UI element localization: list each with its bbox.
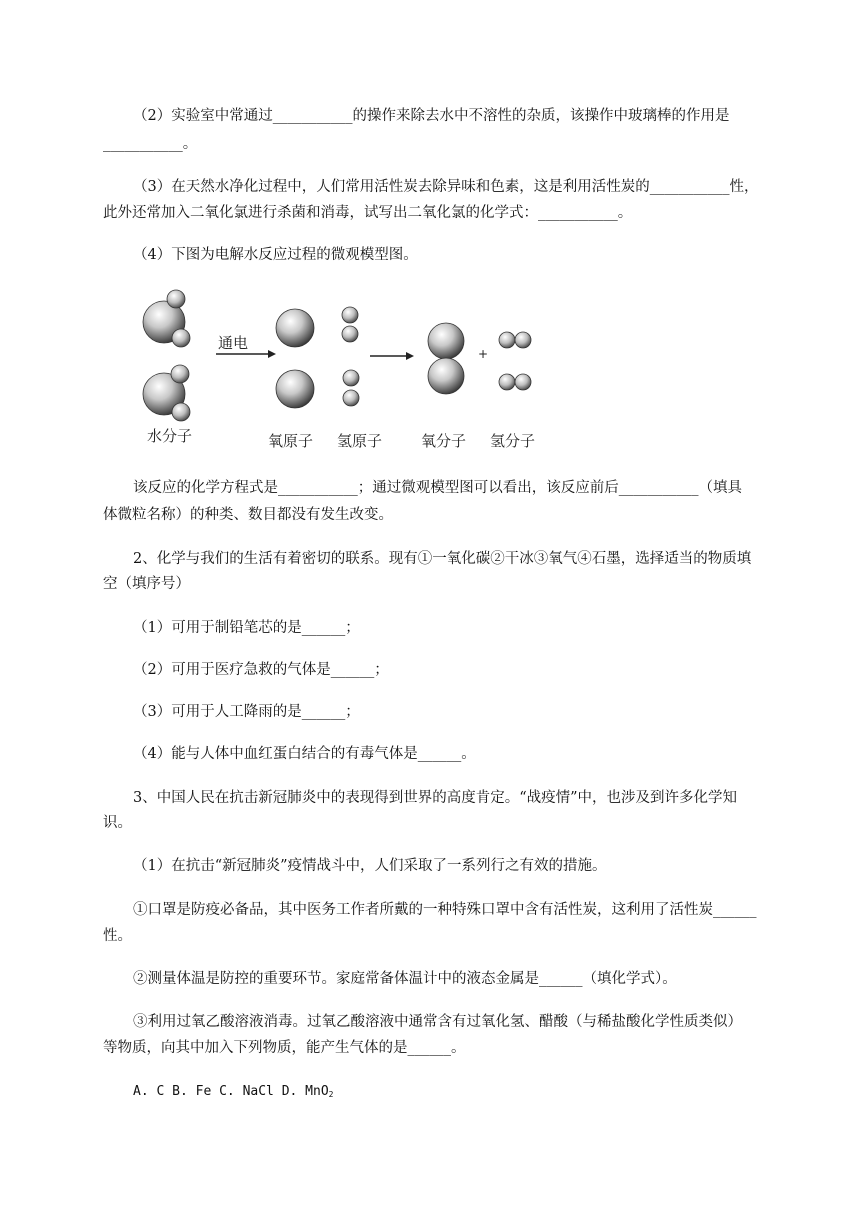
q3-options [133,1082,334,1105]
q2-item-3: （3）可用于人工降雨的是______； [133,704,360,720]
q3-choice3-line1: ③利用过氧乙酸溶液消毒。过氧乙酸溶液中通常含有过氧化氢、醋酸（与稀盐酸化学性质类似） [133,1014,742,1030]
plus-sign: + [478,347,489,361]
q3-stem-line2: 识。 [103,815,132,831]
q2-item-4: （4）能与人体中血红蛋白结合的有毒气体是______。 [133,746,476,762]
label-oxygen-atom: 氧原子 [268,432,314,450]
q2-item-1: （1）可用于制铅笔芯的是______； [133,620,360,636]
q3-choice1-line1: ①口罩是防疫必备品，其中医务工作者所戴的一种特殊口罩中含有活性炭，这利用了活性炭______ [133,902,757,918]
q3-choice1-line2: 性。 [103,928,132,944]
label-hydrogen-molecule: 氢分子 [490,432,536,450]
reaction-arrow-2 [370,352,414,360]
oxygen-atoms [276,309,314,408]
label-water-molecule: 水分子 [147,427,193,445]
label-hydrogen-atom: 氢原子 [337,432,383,450]
q3-choice2: ②测量体温是防控的重要环节。家庭常备体温计中的液态金属是______（填化学式）。 [133,971,677,987]
q2-item-2: （2）可用于医疗急救的气体是______； [133,662,389,678]
q1-part3-line1: （3）在天然水净化过程中，人们常用活性炭去除异味和色素，这是利用活性炭的___________性， [133,179,759,195]
q3-part1: （1）在抗击“新冠肺炎”疫情战斗中，人们采取了一系列行之有效的措施。 [133,858,607,874]
q1-part2-line2: ___________。 [103,136,198,152]
arrow-label: 通电 [218,334,249,352]
water-molecule-2 [143,365,190,421]
q1-after-line1: 该反应的化学方程式是___________；通过微观模型图可以看出，该反应前后___________（填具 [133,480,742,496]
oxygen-molecule [428,323,464,394]
q3-options-text: A. C B. Fe C. NaCl D. MnO [133,1084,329,1099]
q3-options-subscript: 2 [328,1090,334,1099]
hydrogen-molecules [499,332,531,390]
q1-part3-line2: 此外还常加入二氧化氯进行杀菌和消毒，试写出二氧化氯的化学式：___________。 [103,205,633,221]
q3-choice3-line2: 等物质，向其中加入下列物质，能产生气体的是______。 [103,1040,466,1056]
q1-after-line2: 体微粒名称）的种类、数目都没有发生改变。 [103,507,393,523]
hydrogen-atoms [342,307,359,406]
water-molecule-1 [143,290,190,347]
q2-stem-line1: 2、化学与我们的生活有着密切的联系。现有①一氧化碳②干冰③氧气④石墨，选择适当的物质填 [133,551,752,567]
q3-stem-line1: 3、中国人民在抗击新冠肺炎中的表现得到世界的高度肯定。“战疫情”中，也涉及到许多化学知 [133,790,738,806]
q1-part4: （4）下图为电解水反应过程的微观模型图。 [133,247,418,263]
label-oxygen-molecule: 氧分子 [421,432,467,450]
q1-part2-line1: （2）实验室中常通过___________的操作来除去水中不溶性的杂质，该操作中玻璃棒的作用是 [133,108,730,124]
q2-stem-line2: 空（填序号） [103,576,190,592]
